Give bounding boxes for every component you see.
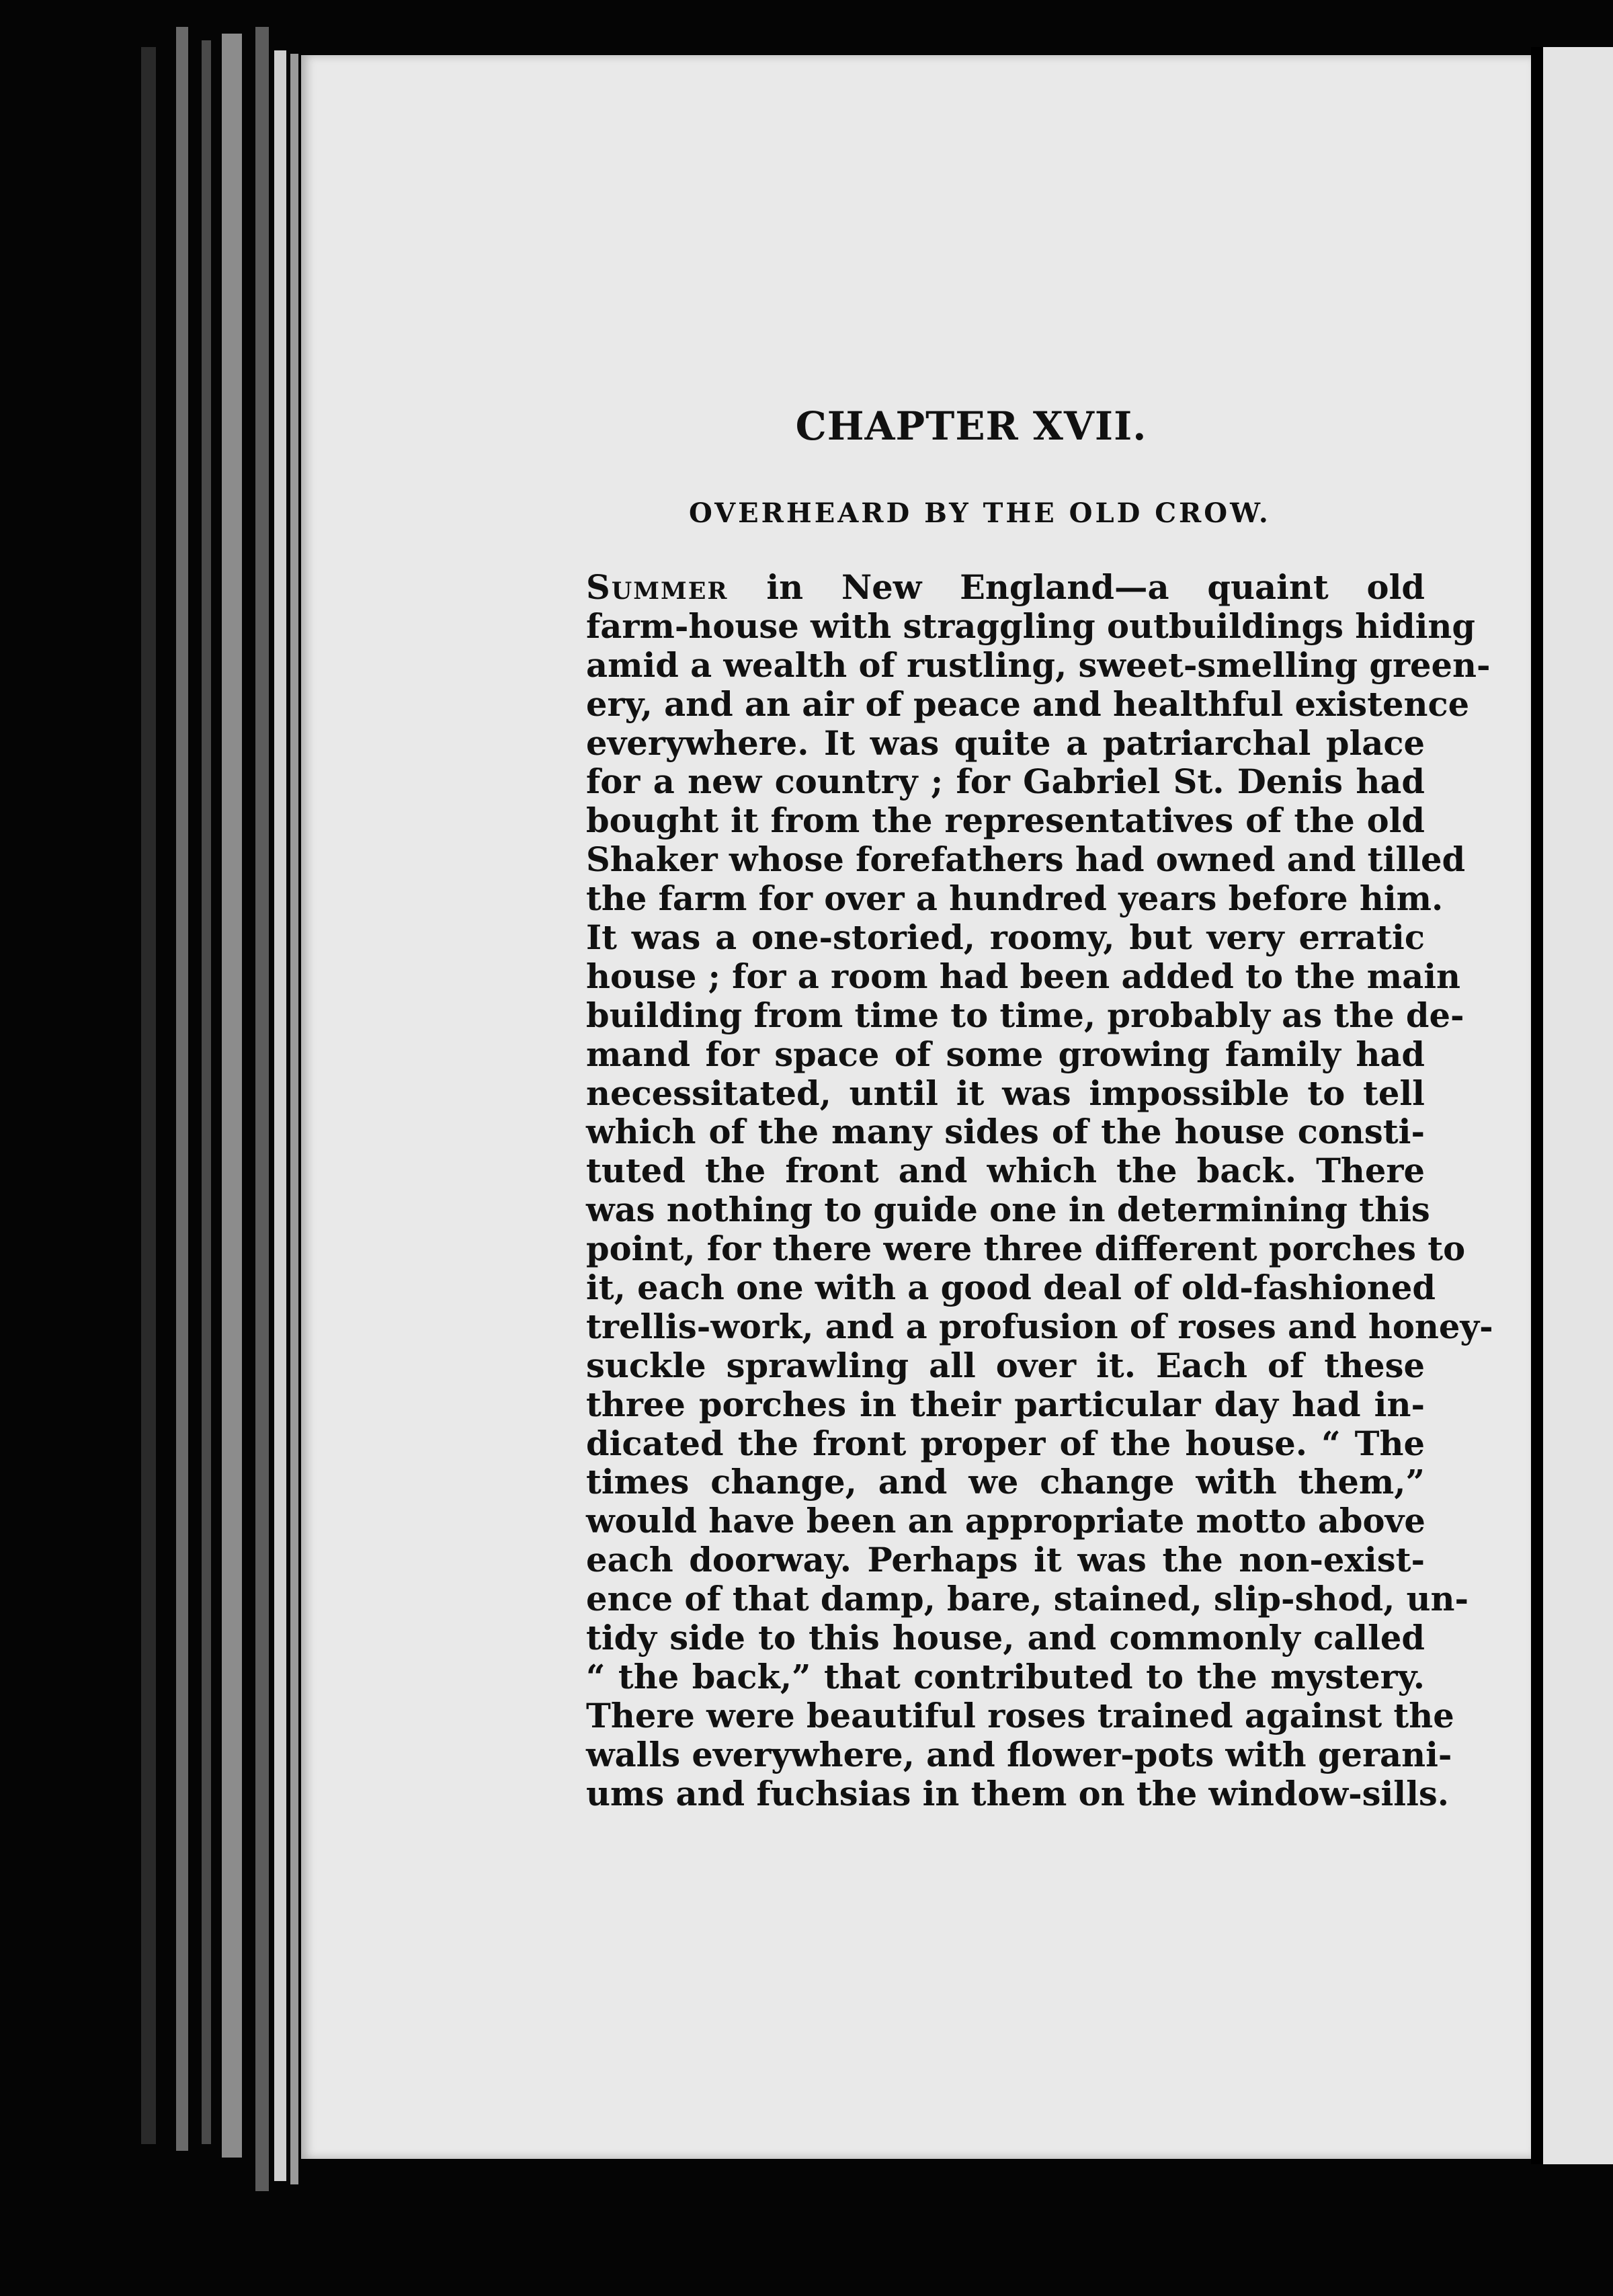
page-edge bbox=[141, 47, 156, 2144]
body-line: building from time to time, probably as the de- bbox=[586, 995, 1464, 1035]
page-edge bbox=[290, 54, 298, 2184]
facing-page-edge bbox=[1543, 47, 1613, 2164]
body-line: trellis-work, and a profusion of roses and honey- bbox=[586, 1307, 1493, 1346]
body-line: ence of that damp, bare, stained, slip-shod, un- bbox=[586, 1580, 1469, 1619]
body-line: ums and fuchsias in them on the window-sills. bbox=[586, 1774, 1450, 1813]
body-line: each doorway. Perhaps it was the non-exist- bbox=[586, 1541, 1425, 1580]
body-line: point, for there were three different porches to bbox=[586, 1229, 1466, 1269]
body-line: tidy side to this house, and commonly called bbox=[586, 1618, 1425, 1658]
body-line: amid a wealth of rustling, sweet-smelling green- bbox=[586, 645, 1491, 685]
body-line: necessitated, until it was impossible to tell bbox=[586, 1073, 1425, 1113]
page-edge bbox=[274, 50, 286, 2181]
body-line bbox=[586, 569, 1425, 608]
body-line: bought it from the representatives of the old bbox=[586, 801, 1425, 841]
body-line: would have been an appropriate motto above bbox=[586, 1502, 1425, 1541]
body-line: which of the many sides of the house consti- bbox=[586, 1112, 1425, 1152]
body-line: farm-house with straggling outbuildings hiding bbox=[586, 606, 1476, 646]
page-edge bbox=[176, 27, 188, 2151]
body-line: It was a one-storied, roomy, but very erratic bbox=[586, 918, 1425, 958]
body-line: the farm for over a hundred years before him. bbox=[586, 879, 1444, 919]
drop-word: Summer bbox=[586, 568, 729, 607]
body-line: for a new country ; for Gabriel St. Denis had bbox=[586, 762, 1425, 802]
body-line: ery, and an air of peace and healthful existence bbox=[586, 684, 1470, 724]
body-line: mand for space of some growing family had bbox=[586, 1034, 1425, 1074]
body-line: walls everywhere, and flower-pots with gerani- bbox=[586, 1735, 1452, 1774]
body-line-text: in New England—a quaint old bbox=[728, 568, 1425, 607]
body-line: Shaker whose forefathers had owned and tilled bbox=[586, 840, 1466, 880]
body-line: “ the back,” that contributed to the mystery. bbox=[586, 1657, 1425, 1696]
page-edge bbox=[202, 40, 211, 2144]
page-edge bbox=[222, 34, 242, 2158]
body-line: There were beautiful roses trained against the bbox=[586, 1696, 1454, 1735]
page-gutter bbox=[1531, 47, 1543, 2164]
chapter-body bbox=[586, 568, 1493, 1814]
body-line: everywhere. It was quite a patriarchal place bbox=[586, 723, 1425, 763]
body-line: three porches in their particular day had in- bbox=[586, 1385, 1425, 1424]
chapter-subtitle: OVERHEARD BY THE OLD CROW. bbox=[689, 497, 1271, 529]
body-line: suckle sprawling all over it. Each of these bbox=[586, 1346, 1425, 1385]
body-line: times change, and we change with them,” bbox=[586, 1463, 1425, 1502]
body-line: was nothing to guide one in determining this bbox=[586, 1190, 1430, 1230]
body-line: house ; for a room had been added to the main bbox=[586, 956, 1461, 996]
body-line: dicated the front proper of the house. “ The bbox=[586, 1424, 1425, 1463]
body-line: it, each one with a good deal of old-fashioned bbox=[586, 1268, 1436, 1308]
chapter-title: CHAPTER XVII. bbox=[795, 403, 1147, 449]
body-line: tuted the front and which the back. There bbox=[586, 1151, 1425, 1191]
page-edge bbox=[255, 27, 269, 2191]
